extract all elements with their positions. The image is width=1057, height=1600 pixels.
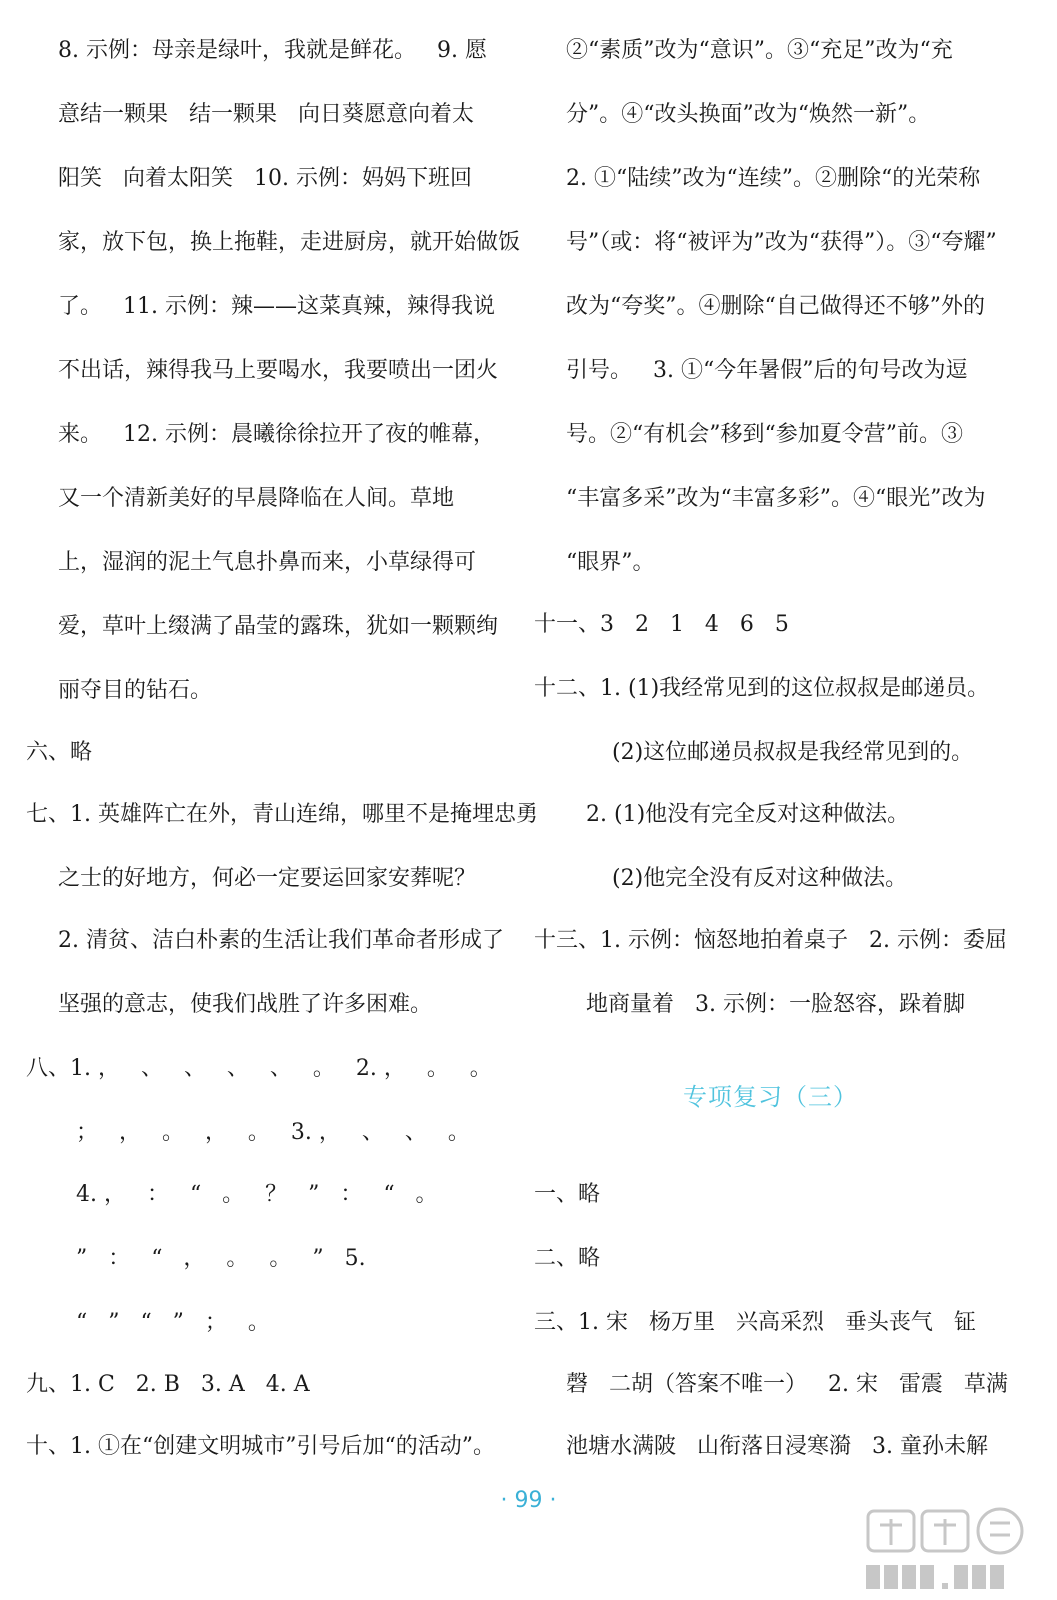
text-line: 家，放下包，换上拖鞋，走进厨房，就开始做饭: [58, 230, 521, 255]
text-line: 坚强的意志，使我们战胜了许多困难。: [58, 992, 433, 1017]
text-line: 不出话，辣得我马上要喝水，我要喷出一团火: [58, 358, 499, 383]
text-line: 又一个清新美好的早晨降临在人间。草地: [58, 486, 455, 511]
text-line: 上，湿润的泥土气息扑鼻而来，小草绿得可: [58, 550, 477, 575]
text-line: 号”（或：将“被评为”改为“获得”）。③“夸耀”: [566, 230, 997, 255]
text-line: 九、1. C 2. B 3. A 4. A: [26, 1372, 310, 1397]
text-line: 七、1. 英雄阵亡在外，青山连绵，哪里不是掩埋忠勇: [26, 802, 538, 827]
page-number: · 99 ·: [500, 1488, 557, 1513]
text-line: 十三、1. 示例：恼怒地拍着桌子 2. 示例：委屈: [534, 928, 1007, 953]
text-line: 三、1. 宋 杨万里 兴高采烈 垂头丧气 钲: [534, 1310, 976, 1335]
text-line: ； ， 。 ， 。 3. ， 、 、 。: [76, 1120, 470, 1145]
text-line: 8. 示例：母亲是绿叶，我就是鲜花。 9. 愿: [58, 38, 487, 63]
text-line: 池塘水满陂 山衔落日浸寒漪 3. 童孙未解: [566, 1434, 988, 1459]
text-line: 爱，草叶上缀满了晶莹的露珠，犹如一颗颗绚: [58, 614, 499, 639]
text-line: “丰富多采”改为“丰富多彩”。④“眼光”改为: [566, 486, 986, 511]
text-line: 引号。 3. ①“今年暑假”后的句号改为逗: [566, 358, 968, 383]
section-heading: 专项复习（三）: [683, 1083, 858, 1111]
text-line: 2. (1)他没有完全反对这种做法。: [586, 802, 910, 827]
text-line: “眼界”。: [566, 550, 655, 575]
text-line: 磬 二胡（答案不唯一） 2. 宋 雷震 草满: [566, 1372, 1008, 1397]
text-line: 2. ①“陆续”改为“连续”。②删除“的光荣称: [566, 166, 981, 191]
text-line: 八、1. ， 、 、 、 、 。 2. ， 。 。: [26, 1056, 492, 1081]
text-line: (2)这位邮递员叔叔是我经常见到的。: [612, 740, 974, 765]
text-line: 六、略: [26, 740, 93, 765]
text-line: 二、略: [534, 1246, 601, 1271]
text-line: 了。 11. 示例：辣——这菜真辣，辣得我说: [58, 294, 495, 319]
text-line: 地商量着 3. 示例：一脸怒容，跺着脚: [586, 992, 965, 1017]
text-line: 十一、3 2 1 4 6 5: [534, 612, 789, 637]
text-line: 一、略: [534, 1182, 601, 1207]
text-line: ” ： “ ， 。 。 ” 5.: [76, 1246, 366, 1271]
text-line: 2. 清贫、洁白朴素的生活让我们革命者形成了: [58, 928, 504, 953]
text-line: (2)他完全没有反对这种做法。: [612, 866, 908, 891]
text-line: 阳笑 向着太阳笑 10. 示例：妈妈下班回: [58, 166, 472, 191]
text-line: 来。 12. 示例：晨曦徐徐拉开了夜的帷幕，: [58, 422, 495, 447]
text-line: “ ” “ ” ； 。: [76, 1310, 270, 1335]
text-line: 十二、1. (1)我经常见到的这位叔叔是邮递员。: [534, 676, 990, 701]
text-line: 十、1. ①在“创建文明城市”引号后加“的活动”。: [26, 1434, 495, 1459]
text-line: 4. ， ： “ 。 ？ ” ： “ 。: [76, 1182, 438, 1207]
text-line: ②“素质”改为“意识”。③“充足”改为“充: [566, 38, 953, 63]
text-line: 改为“夸奖”。④删除“自己做得还不够”外的: [566, 294, 985, 319]
text-line: 分”。④“改头换面”改为“焕然一新”。: [566, 102, 931, 127]
text-line: 号。②“有机会”移到“参加夏令营”前。③: [566, 422, 963, 447]
text-line: 意结一颗果 结一颗果 向日葵愿意向着太: [58, 102, 474, 127]
text-line: 丽夺目的钻石。: [58, 678, 213, 703]
watermark-logo: [862, 1505, 1052, 1597]
text-line: 之士的好地方，何必一定要运回家安葬呢？: [58, 866, 477, 891]
